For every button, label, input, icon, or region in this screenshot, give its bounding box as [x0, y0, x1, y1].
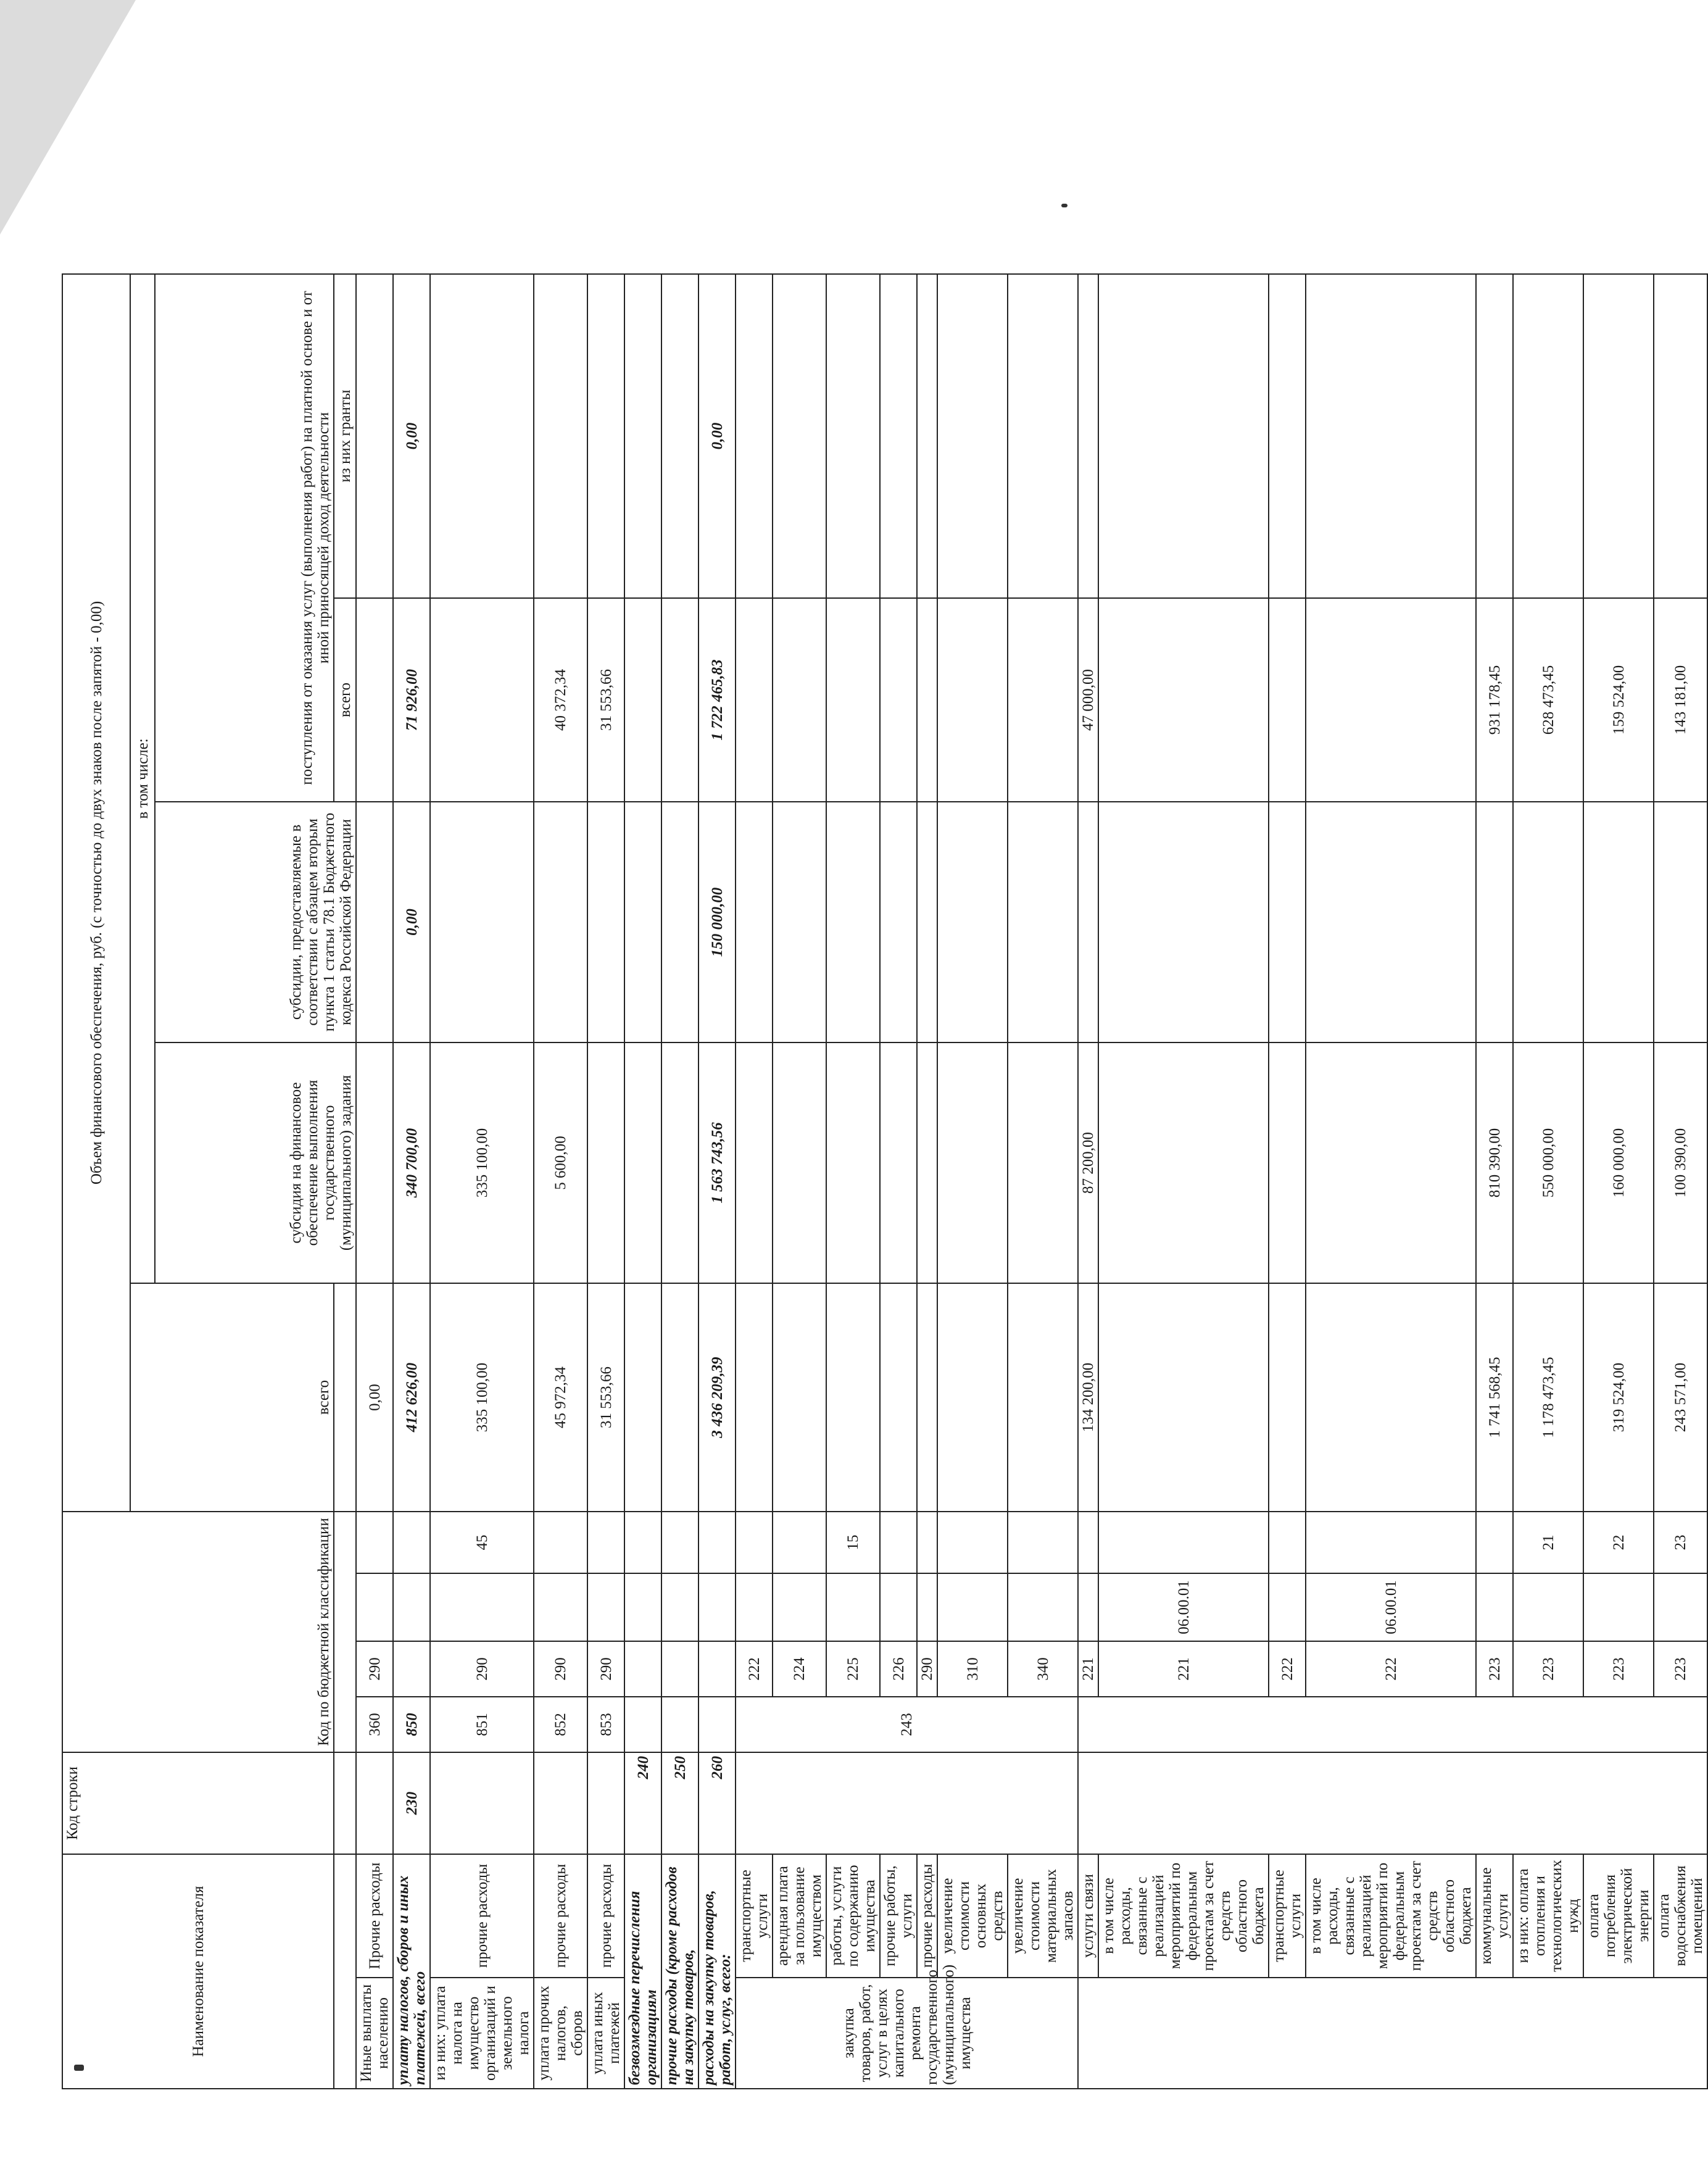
table-row: уплату налогов, сборов и иных платежей, всего 230 850 412 626,00 340 700,00 0,00 71 926,00 0,00 — [393, 274, 430, 2089]
table-row: прочие расходы (кроме расходов на закупку товаров, 250 — [661, 274, 699, 2089]
table-row: транспортные услуги 222 — [1269, 274, 1306, 2089]
table-row: безвозмездные перечисления организациям 240 — [624, 274, 661, 2089]
rotated-page — [62, 275, 1706, 2089]
financial-table — [62, 273, 1708, 2089]
table-row: увеличение стоимости материальных запасов 340 — [1008, 274, 1078, 2089]
header-blank — [334, 1283, 356, 1512]
table-row: из них: оплата отопления и технологических нужд 223 21 1 178 473,45 550 000,00 628 473,45 — [1513, 274, 1583, 2089]
table-row: из них: уплата налога на имущество организаций и земельного налога прочие расходы 851 290 45 335 100,00 335 100,00 — [430, 274, 534, 2089]
scan-shadow-corner — [0, 0, 136, 235]
table-row: в том числе расходы, связанные с реализацией мероприятий по федеральным проектам за счет средств областного бюджета 222 06.00.01 — [1306, 274, 1476, 2089]
group-label: закупка товаров, работ, услуг в целях капитального ремонта государственного (муниципального) имущества — [736, 1978, 1078, 2089]
table-row: оплата водоснабжения помещений 223 23 243 571,00 100 390,00 143 181,00 — [1654, 274, 1707, 2089]
header-incl: в том числе: — [130, 274, 155, 1283]
header-total: всего — [130, 1283, 334, 1512]
table-row: увеличение стоимости основных средств 310 — [937, 274, 1008, 2089]
table-row: закупка товаров, работ, услуг в целях капитального ремонта государственного (муниципального) имущества транспортные услуги 243 222 — [736, 274, 773, 2089]
header-name: Наименование показателя — [62, 1854, 334, 2089]
header-volume: Объем финансового обеспечения, руб. (с точностью до двух знаков после запятой - 0,00) — [62, 274, 130, 1512]
header-blank — [334, 1752, 356, 1854]
table-row: в том числе расходы, связанные с реализацией мероприятий по федеральным проектам за счет средств областного бюджета 221 06.00.01 — [1098, 274, 1269, 2089]
header-code: Код строки — [62, 1752, 334, 1854]
header-sub-task: субсидия на финансовое обеспечение выполнения государственного (муниципального) задания — [155, 1042, 356, 1283]
group-code: 243 — [736, 1697, 1078, 1752]
table-row: уплата прочих налогов, сборов прочие расходы 852 290 45 972,34 5 600,00 40 372,34 — [534, 274, 587, 2089]
header-blank — [334, 1512, 356, 1752]
scan-speck — [1061, 204, 1068, 207]
table-row: услуги связи 221 134 200,00 87 200,00 47 000,00 — [1078, 274, 1098, 2089]
table-row: уплата иных платежей прочие расходы 853 290 31 553,66 31 553,66 — [587, 274, 624, 2089]
header-kbk: Код по бюджетной классификации — [62, 1512, 334, 1752]
table-row: Иные выплаты населению Прочие расходы 360 290 0,00 — [356, 274, 393, 2089]
table-row: оплата потребления электрической энергии 223 22 319 524,00 160 000,00 159 524,00 — [1583, 274, 1654, 2089]
header-paid: поступления от оказания услуг (выполнения работ) на платной основе и от иной приносящей доход деятельности — [155, 274, 334, 802]
table-row: прочие расходы 290 — [917, 274, 937, 2089]
header-sub-781: субсидии, предоставляемые в соответствии с абзацем вторым пункта 1 статьи 78.1 Бюджетного кодекса Российской Федерации — [155, 802, 356, 1042]
header-paid-grants: из них гранты — [334, 274, 356, 598]
table-row: работы, услуги по содержанию имущества 225 15 — [826, 274, 880, 2089]
table-row: арендная плата за пользование имуществом 224 — [773, 274, 826, 2089]
table-row: коммунальные услуги 223 1 741 568,45 810 390,00 931 178,45 — [1476, 274, 1513, 2089]
header-paid-total: всего — [334, 598, 356, 802]
table-row: расходы на закупку товаров, работ, услуг, всего: 260 3 436 209,39 1 563 743,56 150 000,00 1 722 465,83 0,00 — [699, 274, 736, 2089]
table-row: прочие работы, услуги 226 — [880, 274, 917, 2089]
header-blank — [334, 1854, 356, 2089]
